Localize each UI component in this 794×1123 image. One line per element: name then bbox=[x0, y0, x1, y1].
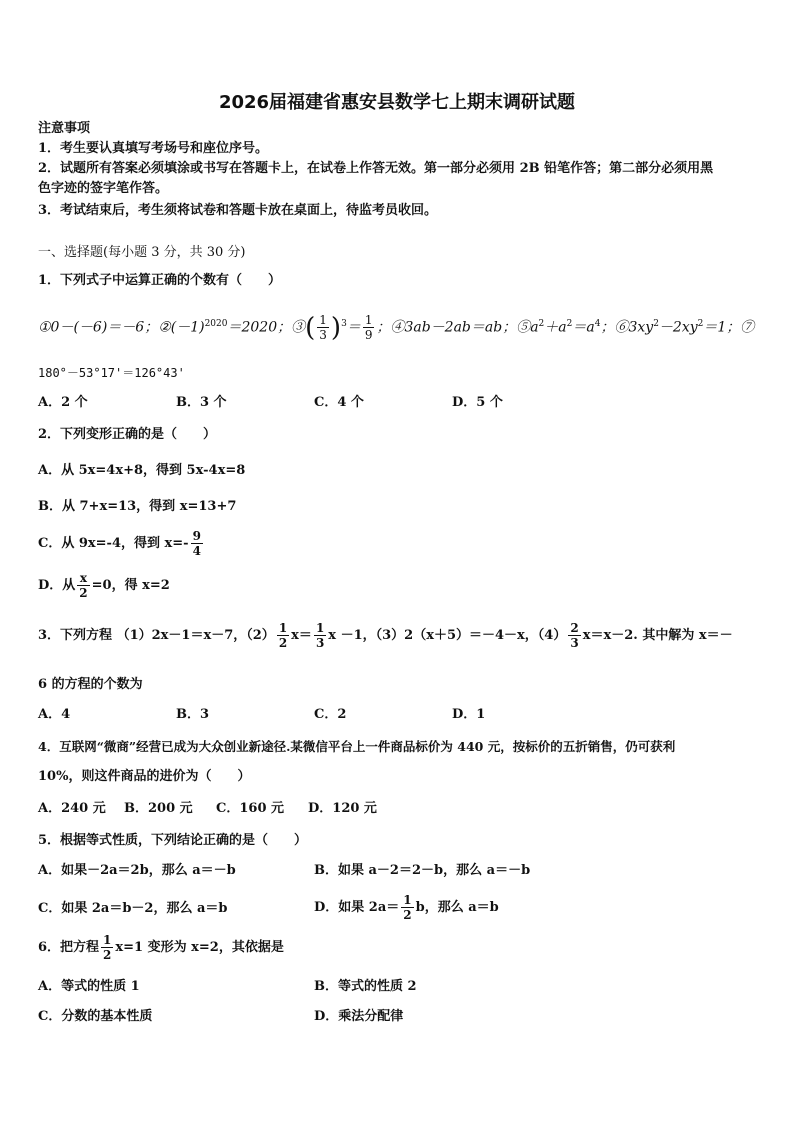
q1-option-b[interactable]: B．3 个 bbox=[176, 395, 227, 410]
section-heading: 一、选择题(每小题 3 分，共 30 分) bbox=[38, 245, 246, 260]
q6-stem: 6．把方程 $\frac{1}{2}$ x=1 变形为 x=2，其依据是 bbox=[38, 933, 284, 962]
q3-option-b[interactable]: B．3 bbox=[176, 707, 210, 722]
q3-stem-cont: 6 的方程的个数为 bbox=[38, 677, 143, 692]
notice-heading: 注意事项 bbox=[38, 121, 91, 136]
q4-option-c[interactable]: C．160 元 bbox=[216, 801, 285, 816]
q4-option-d[interactable]: D．120 元 bbox=[308, 801, 377, 816]
q2-stem: 2．下列变形正确的是（ ） bbox=[38, 427, 217, 442]
q6-option-d[interactable]: D．乘法分配律 bbox=[314, 1009, 404, 1024]
q1-stem: 1．下列式子中运算正确的个数有（ ） bbox=[38, 273, 282, 288]
notice-item-1: 1．考生要认真填写考场号和座位序号。 bbox=[38, 141, 269, 156]
q2-option-a[interactable]: A．从 5x=4x+8，得到 5x-4x=8 bbox=[38, 463, 246, 478]
q4-option-b[interactable]: B．200 元 bbox=[124, 801, 193, 816]
q2-option-d[interactable]: D．从 $\frac{x}{2}$ =0，得 x=2 bbox=[38, 571, 170, 600]
q6-option-a[interactable]: A．等式的性质 1 bbox=[38, 979, 140, 994]
notice-item-2: 2．试题所有答案必须填涂或书写在答题卡上，在试卷上作答无效。第一部分必须用 2B 铅笔作答；第二部分必须用黑 bbox=[38, 161, 714, 176]
q1-option-a[interactable]: A．2 个 bbox=[38, 395, 88, 410]
q1-expression-7: 180°－53°17'＝126°43' bbox=[38, 366, 185, 380]
q5-option-c[interactable]: C．如果 2a＝b－2，那么 a＝b bbox=[38, 901, 228, 916]
q3-option-c[interactable]: C．2 bbox=[314, 707, 347, 722]
q6-option-c[interactable]: C．分数的基本性质 bbox=[38, 1009, 153, 1024]
q5-option-d[interactable]: D．如果 2a＝ $\frac{1}{2}$ b，那么 a＝b bbox=[314, 893, 499, 922]
notice-item-2-cont: 色字迹的签字笔作答。 bbox=[38, 181, 169, 196]
q3-option-d[interactable]: D．1 bbox=[452, 707, 486, 722]
q3-option-a[interactable]: A．4 bbox=[38, 707, 71, 722]
q4-option-a[interactable]: A．240 元 bbox=[38, 801, 106, 816]
q5-stem: 5．根据等式性质，下列结论正确的是（ ） bbox=[38, 833, 308, 848]
q4-stem: 4．互联网“微商”经营已成为大众创业新途径.某微信平台上一件商品标价为 440 元，按标价的五折销售，仍可获利 bbox=[38, 739, 676, 754]
q6-option-b[interactable]: B．等式的性质 2 bbox=[314, 979, 417, 994]
q1-option-d[interactable]: D．5 个 bbox=[452, 395, 503, 410]
q2-option-c[interactable]: C．从 9x=-4，得到 x=- $\frac{9}{4}$ bbox=[38, 529, 201, 558]
page-title: 2026届福建省惠安县数学七上期末调研试题 bbox=[218, 92, 576, 113]
notice-item-3: 3．考试结束后，考生须将试卷和答题卡放在桌面上，待监考员收回。 bbox=[38, 203, 438, 218]
q5-option-b[interactable]: B．如果 a－2＝2－b，那么 a＝－b bbox=[314, 863, 531, 878]
q2-option-b[interactable]: B．从 7+x=13，得到 x=13+7 bbox=[38, 499, 237, 514]
q1-option-c[interactable]: C．4 个 bbox=[314, 395, 364, 410]
q5-option-a[interactable]: A．如果－2a＝2b，那么 a＝－b bbox=[38, 863, 236, 878]
q3-stem: 3．下列方程 （1）2x－1＝x－7，（2） $\frac{1}{2}$ x＝ $\frac{1}{3}$ x －1，（3）2（x＋5）＝－4－x，（4） $\frac{2}{3}$ x＝x－2. 其中解为 x＝－ bbox=[38, 621, 733, 650]
q1-expression: ①0－(－6)＝－6；$②(-1)^{2020}=2020$；③( $\frac{1}{3}$ )$^3$＝ $\frac{1}{9}$ ；④3ab－2ab＝ab；$⑤a^2+a^2=a^4$；$⑥3xy^2-2xy^2=1$；⑦ bbox=[38, 312, 755, 343]
q4-stem-cont: 10%，则这件商品的进价为（ ） bbox=[38, 769, 251, 784]
